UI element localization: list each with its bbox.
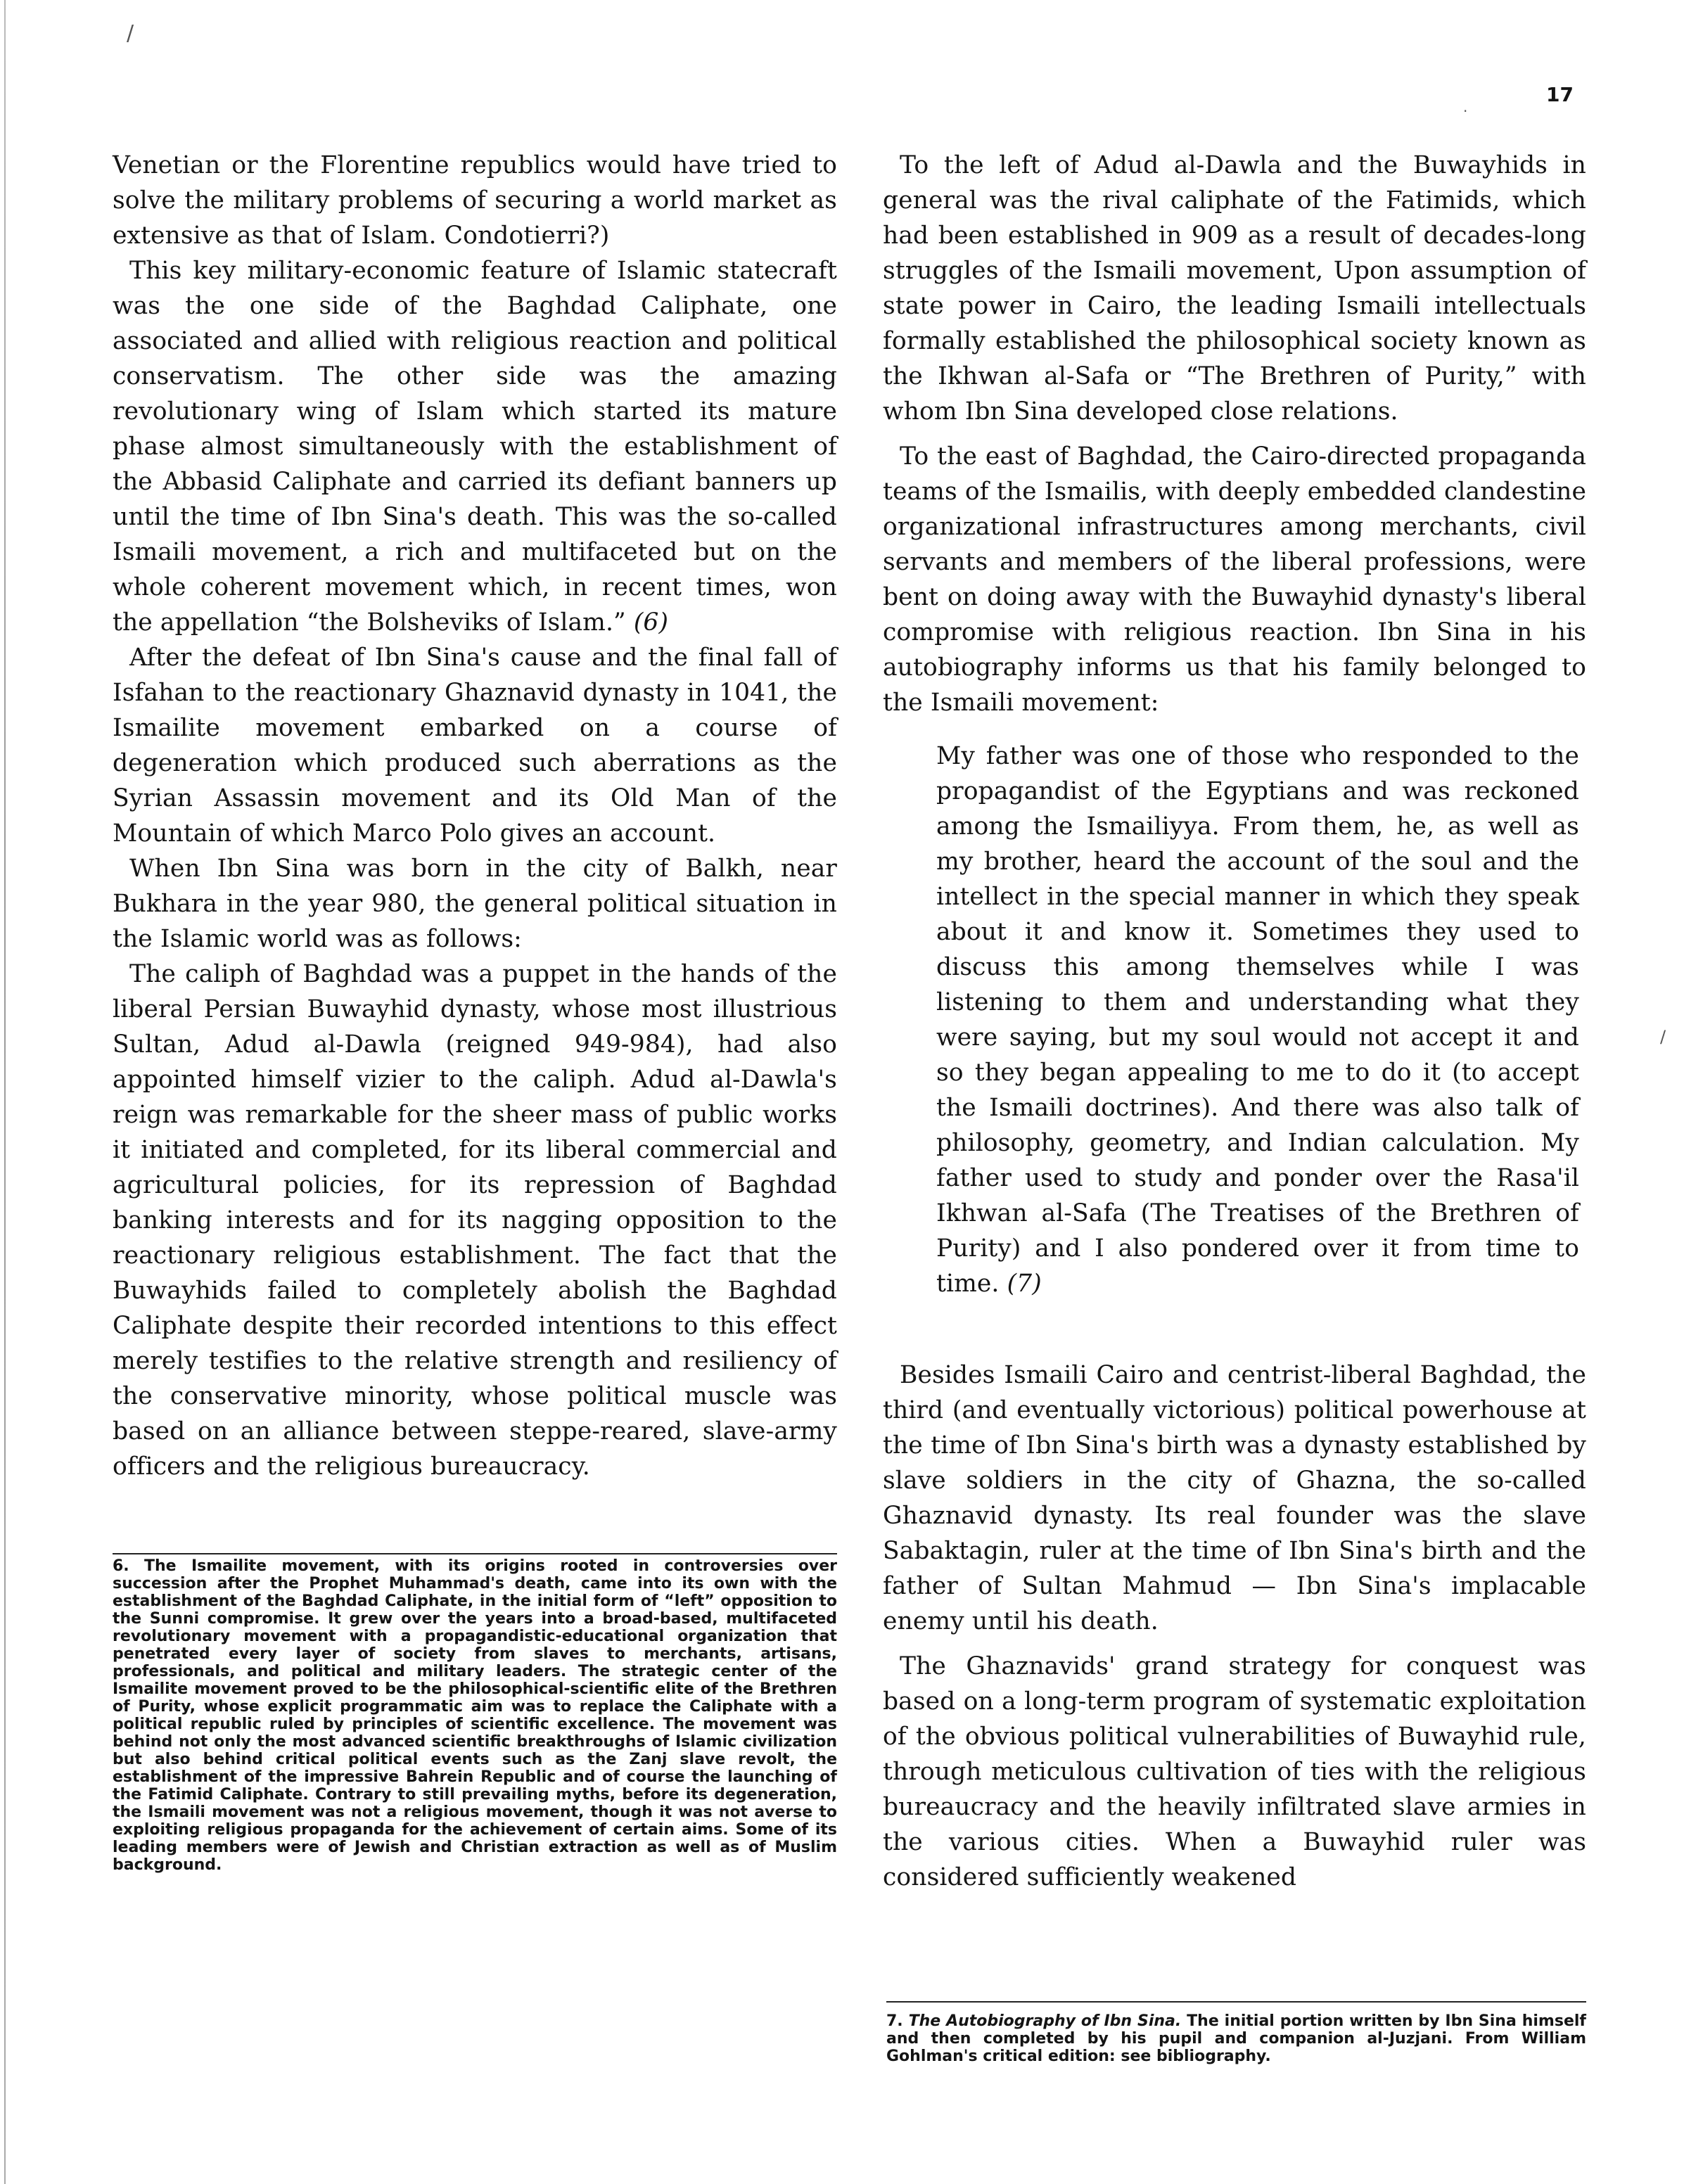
scan-margin-line [4, 0, 6, 2184]
footnote-ref-6: (6) [633, 608, 669, 637]
footnote-title: The Autobiography of Ibn Sina. [908, 2012, 1182, 2030]
paragraph: The Ghaznavids' grand strategy for conquest was based on a long-term program of systematic exploitation of the obvious political vulnerabilities of Buwayhid rule, through meticulous cultivation of ties with the religious bureaucracy and the heavily infiltrated slave armies in the various cities. When a Buwayhid ruler was considered sufficiently weakened [883, 1652, 1586, 1891]
paragraph: To the left of Adud al-Dawla and the Buwayhids in general was the rival caliphate of the Fatimids, which had been established in 909 as a result of decades-long struggles of the Ismaili movement, Upon assumption of state power in Cairo, the leading Ismaili intellectuals formally established the philosophical society known as the Ikhwan al-Safa or “The Brethren of Purity,” with whom Ibn Sina developed close relations. [883, 151, 1586, 426]
footnote-number: 7. [886, 2012, 903, 2030]
right-column [883, 148, 1586, 1895]
paragraph: The caliph of Baghdad was a puppet in the hands of the liberal Persian Buwayhid dynasty, whose most illustrious Sultan, Adud al-Dawla (reigned 949-984), had also appointed himself vizier to the caliph. Adud al-Dawla's reign was remarkable for the sheer mass of public works it initiated and completed, for its liberal commercial and agricultural policies, for its repression of Baghdad banking interests and for its nagging opposition to the reactionary religious establishment. The fact that the Buwayhids failed to completely abolish the Baghdad Caliphate despite their recorded intentions to this effect merely testifies to the relative strength and resiliency of the conservative minority, whose political muscle was based on an alliance between steppe-reared, slave-army officers and the religious bureaucracy. [113, 960, 837, 1481]
paragraph: Venetian or the Florentine republics would have tried to solve the military problems of securing a world market as extensive as that of Islam. Condotierri?) [113, 151, 837, 250]
paragraph: Besides Ismaili Cairo and centrist-liberal Baghdad, the third (and eventually victorious) political powerhouse at the time of Ibn Sina's birth was a dynasty established by slave soldiers in the city of Ghazna, the so-called Ghaznavid dynasty. Its real founder was the slave Sabaktagin, ruler at the time of Ibn Sina's birth and the father of Sultan Mahmud — Ibn Sina's implacable enemy until his death. [883, 1361, 1586, 1635]
paragraph: To the east of Baghdad, the Cairo-directed propaganda teams of the Ismailis, with deeply embedded clandestine organizational infrastructures among merchants, civil servants and members of the liberal professions, were bent on doing away with the Buwayhid dynasty's liberal compromise with religious reaction. Ibn Sina in his autobiography informs us that his family belonged to the Ismaili movement: [883, 442, 1586, 717]
scan-speck: / [127, 21, 134, 46]
scan-speck: . [1463, 98, 1468, 115]
page-number: 17 [1546, 83, 1574, 106]
block-quote: My father was one of those who responded to the propagandist of the Egyptians and was reckoned among the Ismailiyya. From them, he, as well as my brother, heard the account of the soul and the intellect in the special manner in which they speak about it and know it. Sometimes they used to discuss this among themselves while I was listening to them and understanding what they were saying, but my soul would not accept it and so they began appealing to me to do it (to accept the Ismaili doctrines). And there was also talk of philosophy, geometry, and Indian calculation. My father used to study and ponder over the Rasa'il Ikhwan al-Safa (The Treatises of the Brethren of Purity) and I also pondered over it from time to time. (7) [936, 742, 1579, 1298]
footnote-text: The initial portion written by Ibn Sina himself and then completed by his pupil and companion al-Juzjani. From William Gohlman's critical edition: see bibliography. [886, 2012, 1586, 2065]
footnote-6 [113, 1553, 837, 1874]
paragraph: This key military-economic feature of Islamic statecraft was the one side of the Baghdad Caliphate, one associated and allied with religious reaction and political conservatism. The other side was the amazing revolutionary wing of Islam which started its mature phase almost simultaneously with the establishment of the Abbasid Caliphate and carried its defiant banners up until the time of Ibn Sina's death. This was the so-called Ismaili movement, a rich and multifaceted but on the whole coherent movement which, in recent times, won the appellation “the Bolsheviks of Islam.” (6) [113, 257, 837, 637]
left-column [113, 148, 837, 1484]
footnote-7 [886, 2001, 1586, 2065]
footnote-ref-7: (7) [1007, 1270, 1042, 1298]
scan-speck: / [1660, 1027, 1666, 1047]
paragraph: When Ibn Sina was born in the city of Balkh, near Bukhara in the year 980, the general political situation in the Islamic world was as follows: [113, 855, 837, 953]
paragraph: After the defeat of Ibn Sina's cause and the final fall of Isfahan to the reactionary Ghaznavid dynasty in 1041, the Ismailite movement embarked on a course of degeneration which produced such aberrations as the Syrian Assassin movement and its Old Man of the Mountain of which Marco Polo gives an account. [113, 644, 837, 848]
footnote-text: 6. The Ismailite movement, with its origins rooted in controversies over succession after the Prophet Muhammad's death, came into its own with the establishment of the Baghdad Caliphate, in the initial form of “left” opposition to the Sunni compromise. It grew over the years into a broad-based, multifaceted revolutionary movement with a propagandistic-educational organization that penetrated every layer of society from slaves to merchants, artisans, professionals, and political and military leaders. The strategic center of the Ismailite movement proved to be the philosophical-scientific elite of the Brethren of Purity, whose explicit programmatic aim was to replace the Caliphate with a political republic ruled by principles of scientific excellence. The movement was behind not only the most advanced scientific breakthroughs of Islamic civilization but also behind critical political events such as the Zanj slave revolt, the establishment of the impressive Bahrein Republic and of course the launching of the Fatimid Caliphate. Contrary to still prevailing myths, before its degeneration, the Ismaili movement was not a religious movement, though it was not averse to exploiting religious propaganda for the achievement of certain aims. Some of its leading members were of Jewish and Christian extraction as well as of Muslim background. [113, 1557, 837, 1874]
